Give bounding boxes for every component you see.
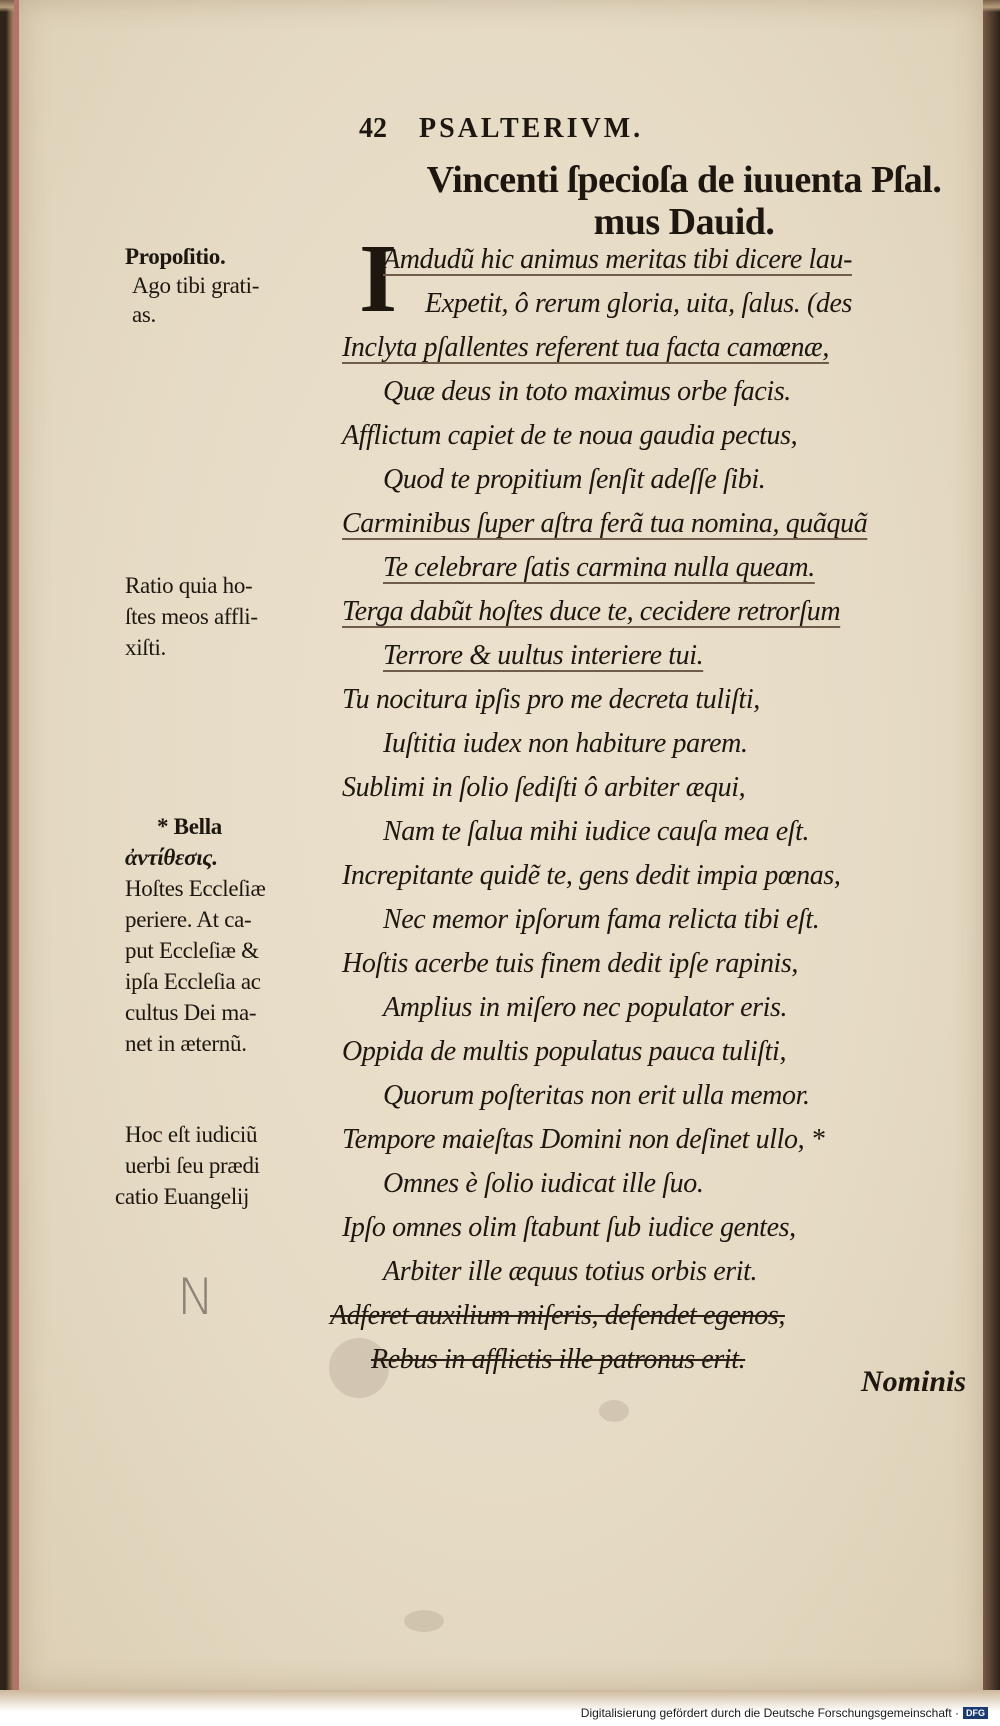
margin-note-line: ſtes meos affli- (125, 604, 258, 629)
margin-note-line: Hoc eſt iudiciũ (125, 1122, 258, 1147)
verse-line: Tu nocitura ipſis pro me decreta tuliſti, (342, 684, 760, 715)
verse-line: Nec memor ipſorum fama relicta tibi eſt. (383, 904, 820, 935)
psalm-title-line-2: mus Dauid. (593, 201, 775, 243)
verse-line: Carminibus ſuper aſtra ferã tua nomina, quãquã (342, 508, 868, 539)
page-number: 42 (359, 113, 387, 144)
margin-note-line: uerbi ſeu prædi (125, 1153, 260, 1178)
verse-line: Terga dabũt hoſtes duce te, cecidere retrorſum (342, 596, 841, 627)
psalm-title-line-1: Vincenti ſpecioſa de iuuenta Pſal. (426, 159, 942, 201)
verse-line: Expetit, ô rerum gloria, uita, ſalus. (des (425, 288, 853, 319)
verse-line: Inclyta pſallentes referent tua facta camœnæ, (342, 332, 829, 363)
verse-line-struck: Adferet auxilium miſeris, defendet egenos, (330, 1300, 785, 1331)
verse-line: Omnes è ſolio iudicat ille ſuo. (383, 1168, 704, 1199)
verse-line: Quæ deus in toto maximus orbe facis. (383, 376, 791, 407)
ink-smudge (404, 1610, 444, 1632)
dfg-logo: DFG (963, 1707, 988, 1719)
margin-note-line: cultus Dei ma- (125, 1000, 257, 1025)
margin-note-line: ipſa Eccleſia ac (125, 969, 261, 994)
book-page (14, 0, 983, 1690)
digitization-footer (581, 1706, 988, 1720)
verse-line-struck: Rebus in afflictis ille patronus erit. (371, 1344, 746, 1375)
margin-note-line: as. (132, 302, 157, 327)
verse-line: Iuſtitia iudex non habiture parem. (383, 728, 748, 759)
verse-line: Quod te propitium ſenſit adeſſe ſibi. (383, 464, 766, 495)
initial-letter: I (359, 225, 398, 333)
catchword: Nominis (861, 1365, 967, 1398)
margin-note-line: net in æternũ. (125, 1031, 247, 1056)
margin-note-line: Ratio quia ho- (125, 573, 253, 598)
verse-line: Te celebrare ſatis carmina nulla queam. (383, 552, 815, 583)
handwritten-annotation: N (177, 1268, 215, 1326)
verse-line: Tempore maieſtas Domini non deſinet ullo, * (342, 1124, 825, 1155)
verse-line: Terrore & uultus interiere tui. (383, 640, 704, 671)
margin-note-line: ἀντίθεσις. (125, 845, 218, 870)
margin-note-line: periere. At ca- (125, 907, 252, 932)
margin-note-line: xiſti. (125, 635, 167, 660)
verse-line: Afflictum capiet de te noua gaudia pectus, (342, 420, 798, 451)
ink-smudge (599, 1400, 629, 1422)
verse-line: Amdudũ hic animus meritas tibi dicere lau- (383, 244, 852, 275)
verse-line: Hoſtis acerbe tuis finem dedit ipſe rapinis, (342, 948, 799, 979)
verse-line: Quorum poſteritas non erit ulla memor. (383, 1080, 810, 1111)
running-header (359, 113, 643, 145)
verse-line: Nam te ſalua mihi iudice cauſa mea eſt. (383, 816, 810, 847)
footer-text: Digitalisierung gefördert durch die Deutsche Forschungsgemeinschaft · (580, 1706, 959, 1720)
margin-note-line: put Eccleſiæ & (125, 938, 259, 963)
verse-line: Amplius in miſero nec populator eris. (383, 992, 788, 1023)
verse-line: Oppida de multis populatus pauca tuliſti, (342, 1036, 787, 1067)
verse-line: Arbiter ille æquus totius orbis erit. (383, 1256, 758, 1287)
running-title: PSALTERIVM. (419, 113, 644, 144)
margin-note-line: Propoſitio. (125, 244, 226, 269)
verse-line: Ipſo omnes olim ſtabunt ſub iudice gentes, (342, 1212, 796, 1243)
margin-note-line: Ago tibi grati- (132, 273, 260, 298)
verse-line: Increpitante quidẽ te, gens dedit impia pœnas, (342, 860, 841, 891)
margin-note-line: Hoſtes Eccleſiæ (125, 876, 266, 901)
margin-note-line: * Bella (157, 814, 222, 839)
verse-line: Sublimi in ſolio ſediſti ô arbiter æqui, (342, 772, 746, 803)
margin-note-line: catio Euangelij (115, 1184, 250, 1209)
